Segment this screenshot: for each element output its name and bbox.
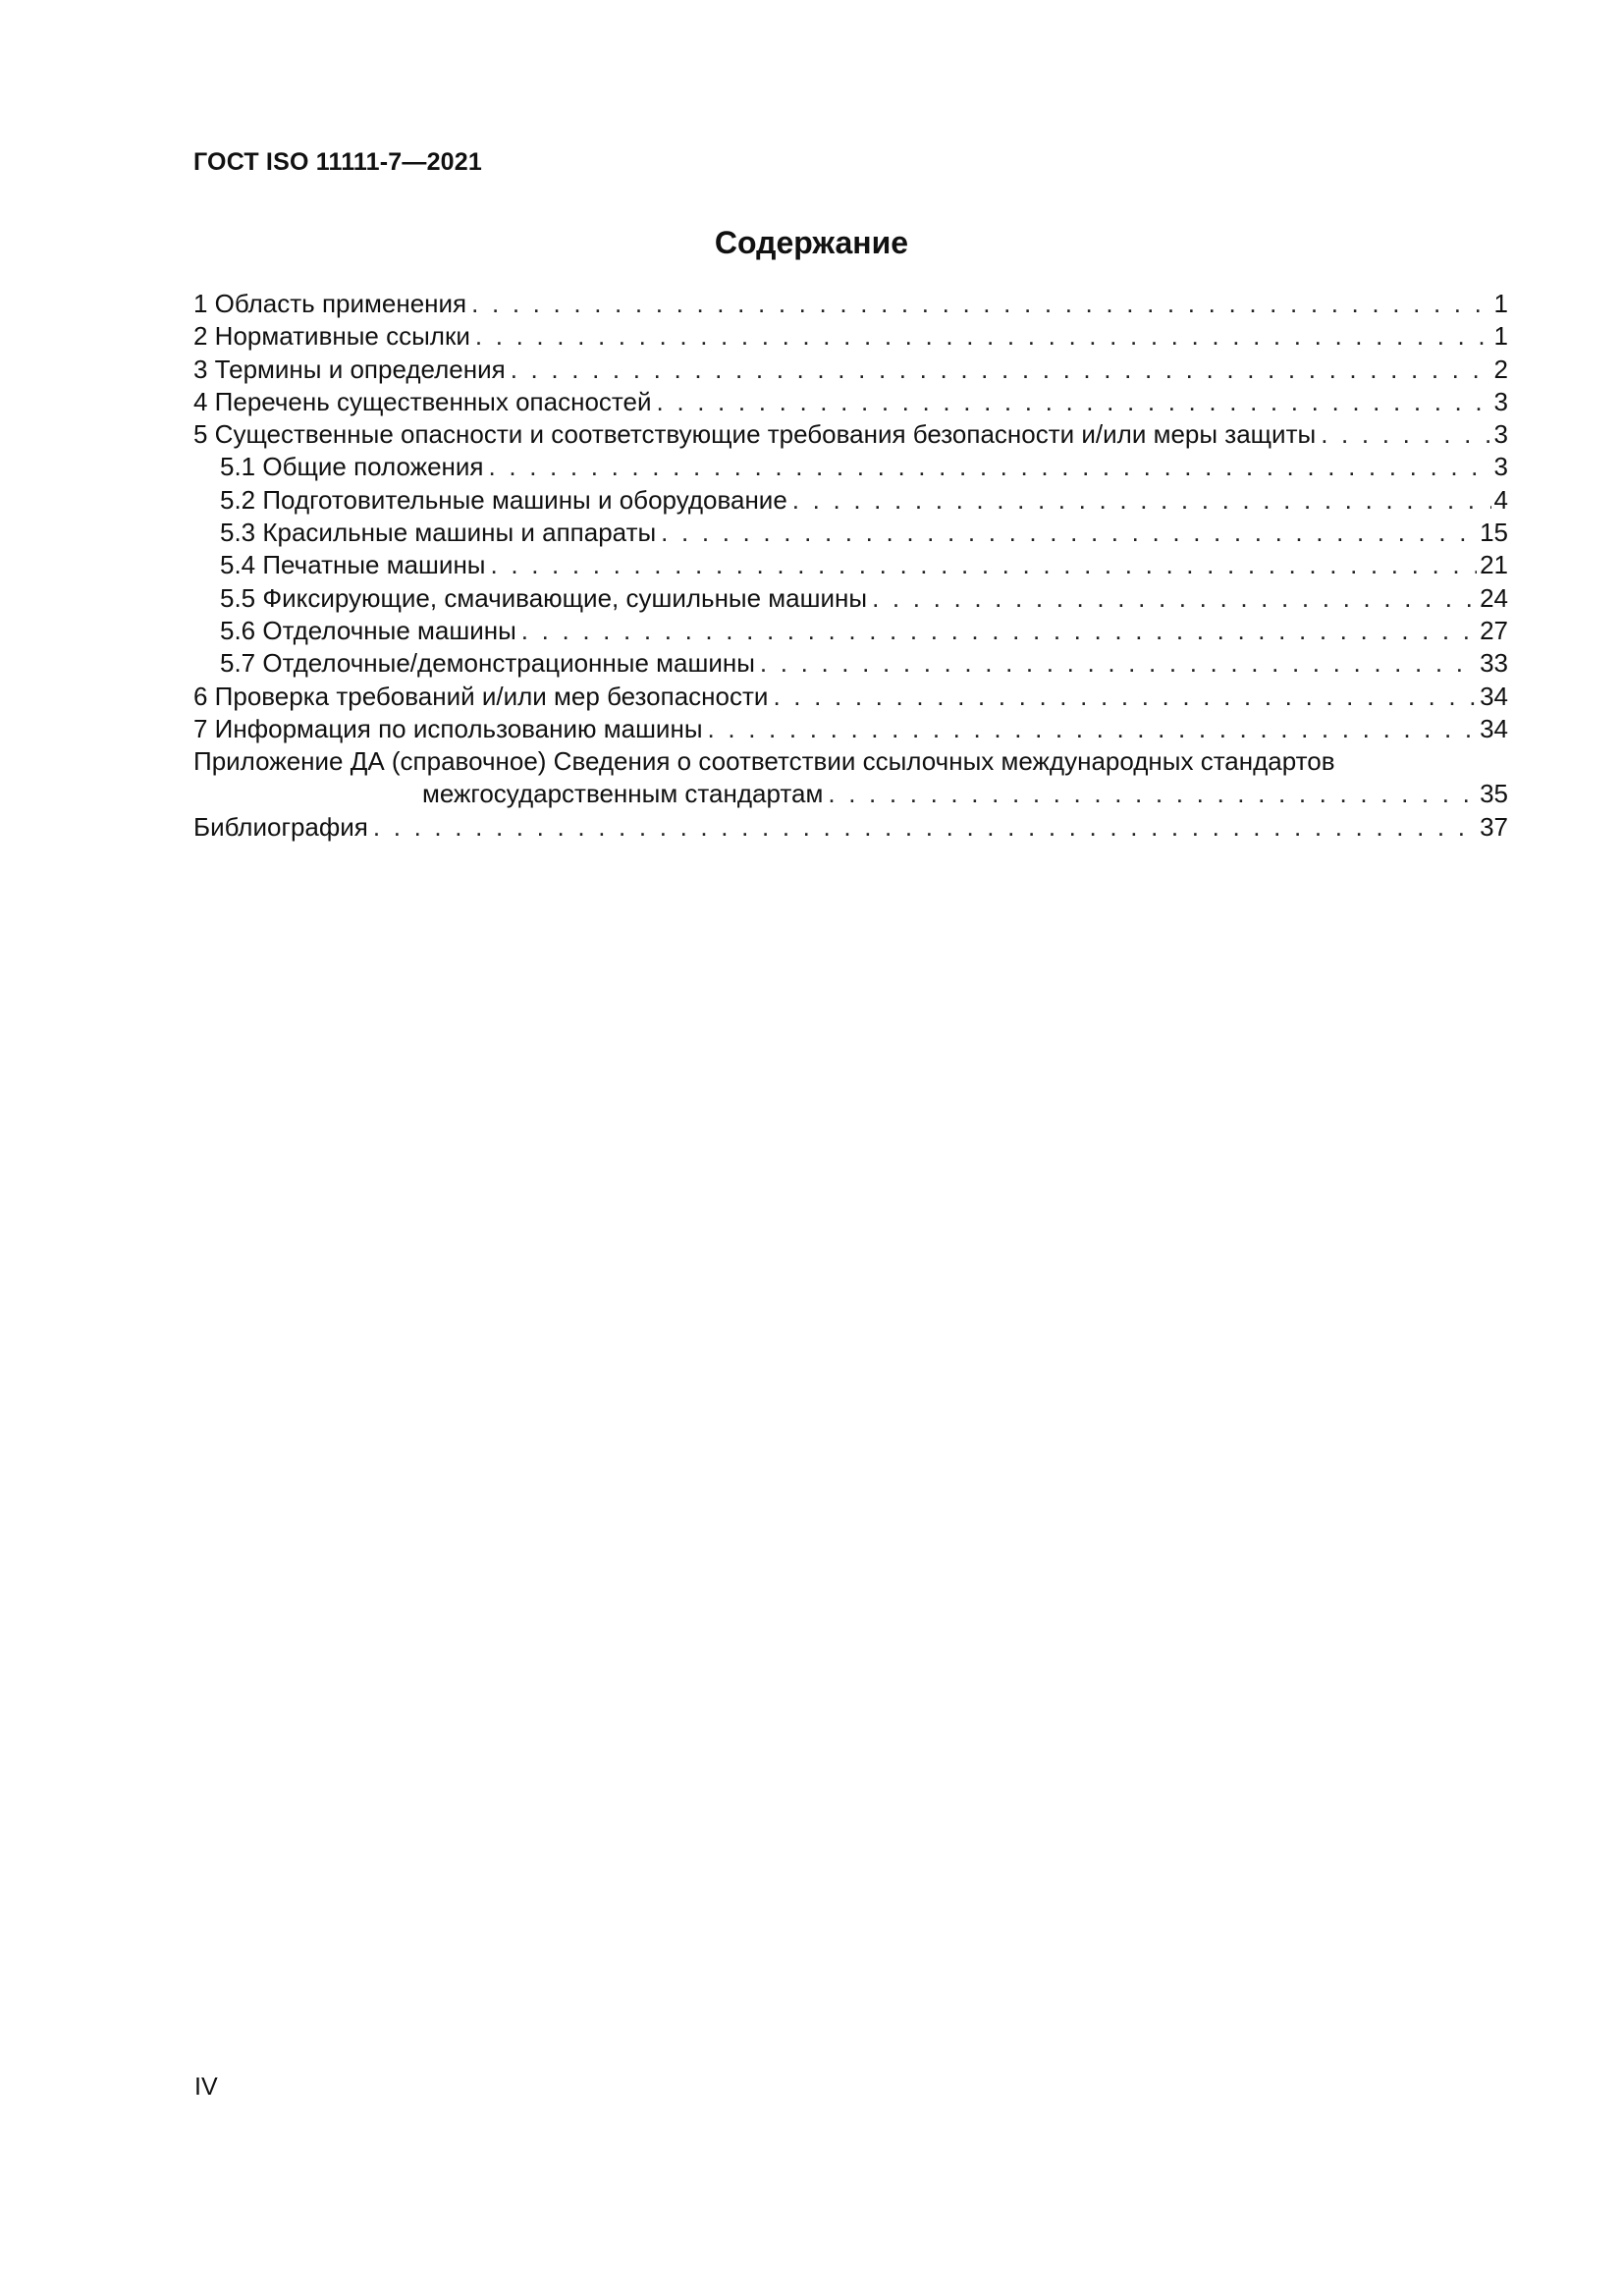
toc-page-number: 24 — [1480, 582, 1508, 613]
toc-leader-dots — [489, 451, 1491, 483]
toc-entry-label: межгосударственным стандартам — [422, 779, 824, 809]
toc-entry-label: 6 Проверка требований и/или мер безопасности — [193, 681, 769, 711]
toc-page-number: 3 — [1493, 419, 1508, 450]
toc-leader-dots — [773, 681, 1477, 713]
toc-page-number: 15 — [1480, 518, 1508, 548]
toc-entry-5-3[interactable] — [193, 517, 1508, 549]
toc-leader-dots — [708, 713, 1478, 745]
toc-leader-dots — [661, 517, 1477, 549]
toc-entry-label: 5.6 Отделочные машины — [220, 615, 516, 645]
toc-leader-dots — [511, 354, 1491, 386]
table-of-contents — [193, 288, 1508, 844]
toc-entry-label: 5.4 Печатные машины — [220, 550, 486, 580]
toc-page-number: 3 — [1493, 452, 1508, 482]
toc-entry-annex-continuation[interactable] — [193, 778, 1508, 810]
toc-entry-label: 5.3 Красильные машины и аппараты — [220, 518, 657, 548]
toc-leader-dots — [475, 320, 1491, 353]
toc-entry-5-5[interactable] — [193, 582, 1508, 615]
toc-entry-label: 5.7 Отделочные/демонстрационные машины — [220, 648, 755, 679]
toc-entry-2[interactable] — [193, 320, 1508, 353]
toc-entry-label: 3 Термины и определения — [193, 354, 506, 384]
toc-entry-label: 1 Область применения — [193, 289, 467, 318]
toc-entry-label: 7 Информация по использованию машины — [193, 713, 703, 743]
toc-entry-label: 5 Существенные опасности и соответствующие требования безопасности и/или меры защиты — [193, 419, 1317, 450]
toc-leader-dots — [760, 647, 1477, 680]
toc-page-number: 27 — [1480, 615, 1508, 645]
toc-leader-dots — [491, 549, 1478, 581]
document-code: ГОСТ ISO 11111-7—2021 — [193, 148, 482, 176]
toc-entry-5-2[interactable] — [193, 484, 1508, 517]
toc-entry-5-6[interactable] — [193, 615, 1508, 647]
toc-leader-dots — [1321, 418, 1490, 451]
toc-entry-3[interactable] — [193, 354, 1508, 386]
toc-entry-bibliography[interactable] — [193, 811, 1508, 844]
toc-entry-5-7[interactable] — [193, 647, 1508, 680]
toc-leader-dots — [373, 811, 1477, 844]
toc-entry-label: 5.1 Общие положения — [220, 452, 484, 482]
toc-entry-label: 4 Перечень существенных опасностей — [193, 386, 652, 416]
toc-leader-dots — [471, 288, 1490, 320]
toc-page-number: 4 — [1493, 484, 1508, 515]
toc-entry-label: Библиография — [193, 811, 368, 842]
toc-leader-dots — [828, 778, 1477, 810]
toc-leader-dots — [872, 582, 1477, 615]
toc-entry-5[interactable] — [193, 418, 1508, 451]
toc-page-number: 3 — [1493, 386, 1508, 416]
toc-leader-dots — [657, 386, 1491, 418]
toc-page-number: 33 — [1480, 648, 1508, 679]
toc-entry-5-4[interactable] — [193, 549, 1508, 581]
toc-leader-dots — [521, 615, 1477, 647]
toc-entry-label: 5.5 Фиксирующие, смачивающие, сушильные машины — [220, 582, 868, 613]
toc-entry-label: 2 Нормативные ссылки — [193, 321, 470, 352]
toc-leader-dots — [792, 484, 1491, 517]
toc-page-number: 21 — [1480, 550, 1508, 580]
toc-page-number: 1 — [1493, 289, 1508, 318]
toc-entry-label: Приложение ДА (справочное) Сведения о соответствии ссылочных международных стандартов — [193, 746, 1335, 777]
toc-entry-7[interactable] — [193, 713, 1508, 745]
toc-page-number: 35 — [1480, 779, 1508, 809]
toc-entry-6[interactable] — [193, 681, 1508, 713]
toc-entry-label: 5.2 Подготовительные машины и оборудование — [220, 484, 787, 515]
toc-entry-annex[interactable] — [193, 745, 1508, 778]
toc-page-number: 2 — [1493, 354, 1508, 384]
toc-page-number: 37 — [1480, 811, 1508, 842]
toc-title: Содержание — [714, 225, 909, 260]
toc-entry-4[interactable] — [193, 386, 1508, 418]
toc-page-number: 34 — [1480, 681, 1508, 711]
page-number: IV — [194, 2073, 218, 2101]
toc-entry-5-1[interactable] — [193, 451, 1508, 483]
toc-entry-1[interactable] — [193, 288, 1508, 320]
toc-page-number: 1 — [1493, 321, 1508, 352]
toc-page-number: 34 — [1480, 713, 1508, 743]
